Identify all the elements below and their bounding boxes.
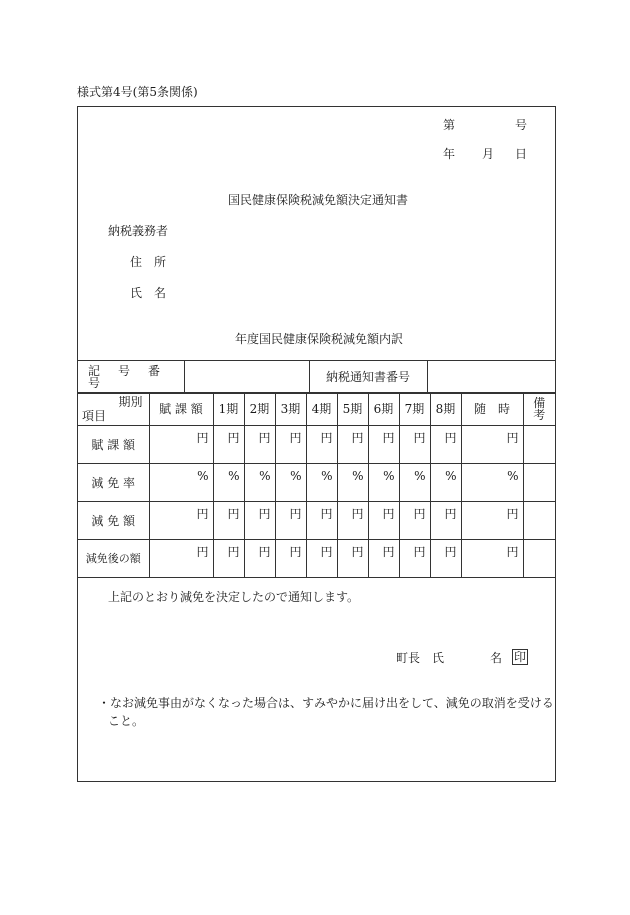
table-cell[interactable]: 円 [461, 540, 523, 578]
table-cell[interactable]: 円 [430, 540, 461, 578]
table-cell[interactable]: 円 [337, 426, 368, 464]
table-cell[interactable]: 円 [149, 540, 213, 578]
id-row [78, 361, 555, 394]
table-row [78, 540, 555, 578]
table-cell[interactable]: 円 [149, 426, 213, 464]
table-cell[interactable]: 円 [337, 540, 368, 578]
address-label: 住 所 [130, 255, 167, 269]
table-cell[interactable] [523, 502, 555, 540]
table-cell[interactable]: 円 [461, 502, 523, 540]
table-cell[interactable]: 円 [275, 426, 306, 464]
row-label: 賦 課 額 [78, 426, 149, 464]
number-prefix: 第 [443, 118, 456, 132]
table-cell[interactable]: 円 [213, 540, 244, 578]
notice-number-label: 納税通知書番号 [309, 361, 427, 394]
table-cell[interactable]: 円 [213, 502, 244, 540]
signature-title: 町長 [396, 651, 421, 665]
table-row [78, 502, 555, 540]
symbol-number-label: 記 号 番 号 [78, 361, 184, 394]
table-cell[interactable]: 円 [368, 426, 399, 464]
table-cell[interactable]: 円 [244, 426, 275, 464]
table-cell[interactable] [523, 464, 555, 502]
symbol-number-value[interactable] [184, 361, 309, 394]
notice-number-value[interactable] [427, 361, 555, 394]
date-month: 月 [482, 147, 495, 161]
table-row [78, 426, 555, 464]
table-cell[interactable]: 円 [399, 426, 430, 464]
number-suffix: 号 [515, 118, 528, 132]
table-cell[interactable]: % [430, 464, 461, 502]
table-header-row [78, 393, 555, 426]
table-cell[interactable]: % [213, 464, 244, 502]
date-day: 日 [515, 147, 528, 161]
column-header: 2期 [244, 393, 275, 426]
table-cell[interactable]: % [306, 464, 337, 502]
column-header: 1期 [213, 393, 244, 426]
table-cell[interactable]: 円 [306, 426, 337, 464]
column-header: 5期 [337, 393, 368, 426]
table-cell[interactable]: 円 [149, 502, 213, 540]
table-cell[interactable]: 円 [430, 502, 461, 540]
date-year: 年 [443, 147, 456, 161]
column-header: 4期 [306, 393, 337, 426]
row-label: 減免後の額 [78, 540, 149, 578]
table-cell[interactable]: 円 [275, 540, 306, 578]
note-line-1: ・なお減免事由がなくなった場合は、すみやかに届け出をして、減免の取消を受ける [98, 696, 554, 710]
breakdown-table [78, 392, 558, 578]
column-header: 8期 [430, 393, 461, 426]
table-cell[interactable]: 円 [337, 502, 368, 540]
form-frame [77, 106, 556, 782]
column-header: 3期 [275, 393, 306, 426]
row-label: 減 免 額 [78, 502, 149, 540]
corner-item-label: 項目 [82, 409, 107, 423]
table-row [78, 464, 555, 502]
table-cell[interactable]: 円 [306, 502, 337, 540]
table-cell[interactable]: 円 [399, 540, 430, 578]
seal-label: 印 [514, 650, 527, 664]
table-cell[interactable]: % [275, 464, 306, 502]
seal-mark [510, 649, 528, 665]
table-cell[interactable] [523, 540, 555, 578]
breakdown-subtitle: 年度国民健康保険税減免額内訳 [235, 332, 404, 346]
column-header: 随 時 [461, 393, 523, 426]
table-cell[interactable]: % [461, 464, 523, 502]
table-cell[interactable]: 円 [244, 540, 275, 578]
table-cell[interactable]: 円 [368, 540, 399, 578]
table-cell[interactable]: 円 [368, 502, 399, 540]
table-cell[interactable]: 円 [275, 502, 306, 540]
table-cell[interactable]: % [368, 464, 399, 502]
column-header: 7期 [399, 393, 430, 426]
table-cell[interactable] [523, 426, 555, 464]
name-label: 氏 名 [130, 286, 167, 300]
notice-text: 上記のとおり減免を決定したので通知します。 [108, 590, 360, 604]
table-cell[interactable]: 円 [461, 426, 523, 464]
id-table [78, 360, 555, 394]
taxpayer-label: 納税義務者 [108, 224, 169, 238]
column-header: 備 考 [523, 393, 555, 426]
signature-name-a: 氏 [432, 651, 445, 665]
column-header: 賦 課 額 [149, 393, 213, 426]
signature-name-b: 名 [490, 651, 503, 665]
table-cell[interactable]: 円 [399, 502, 430, 540]
table-cell[interactable]: 円 [244, 502, 275, 540]
table-cell[interactable]: 円 [306, 540, 337, 578]
table-cell[interactable]: % [149, 464, 213, 502]
column-header: 6期 [368, 393, 399, 426]
table-cell[interactable]: 円 [430, 426, 461, 464]
table-cell[interactable]: % [337, 464, 368, 502]
form-label: 様式第4号(第5条関係) [77, 85, 198, 99]
note-line-2: こと。 [108, 714, 145, 728]
row-label: 減 免 率 [78, 464, 149, 502]
table-cell[interactable]: % [244, 464, 275, 502]
document-title: 国民健康保険税減免額決定通知書 [228, 193, 409, 207]
corner-cell [78, 393, 149, 426]
table-cell[interactable]: % [399, 464, 430, 502]
corner-period-label: 期別 [118, 395, 143, 409]
table-cell[interactable]: 円 [213, 426, 244, 464]
